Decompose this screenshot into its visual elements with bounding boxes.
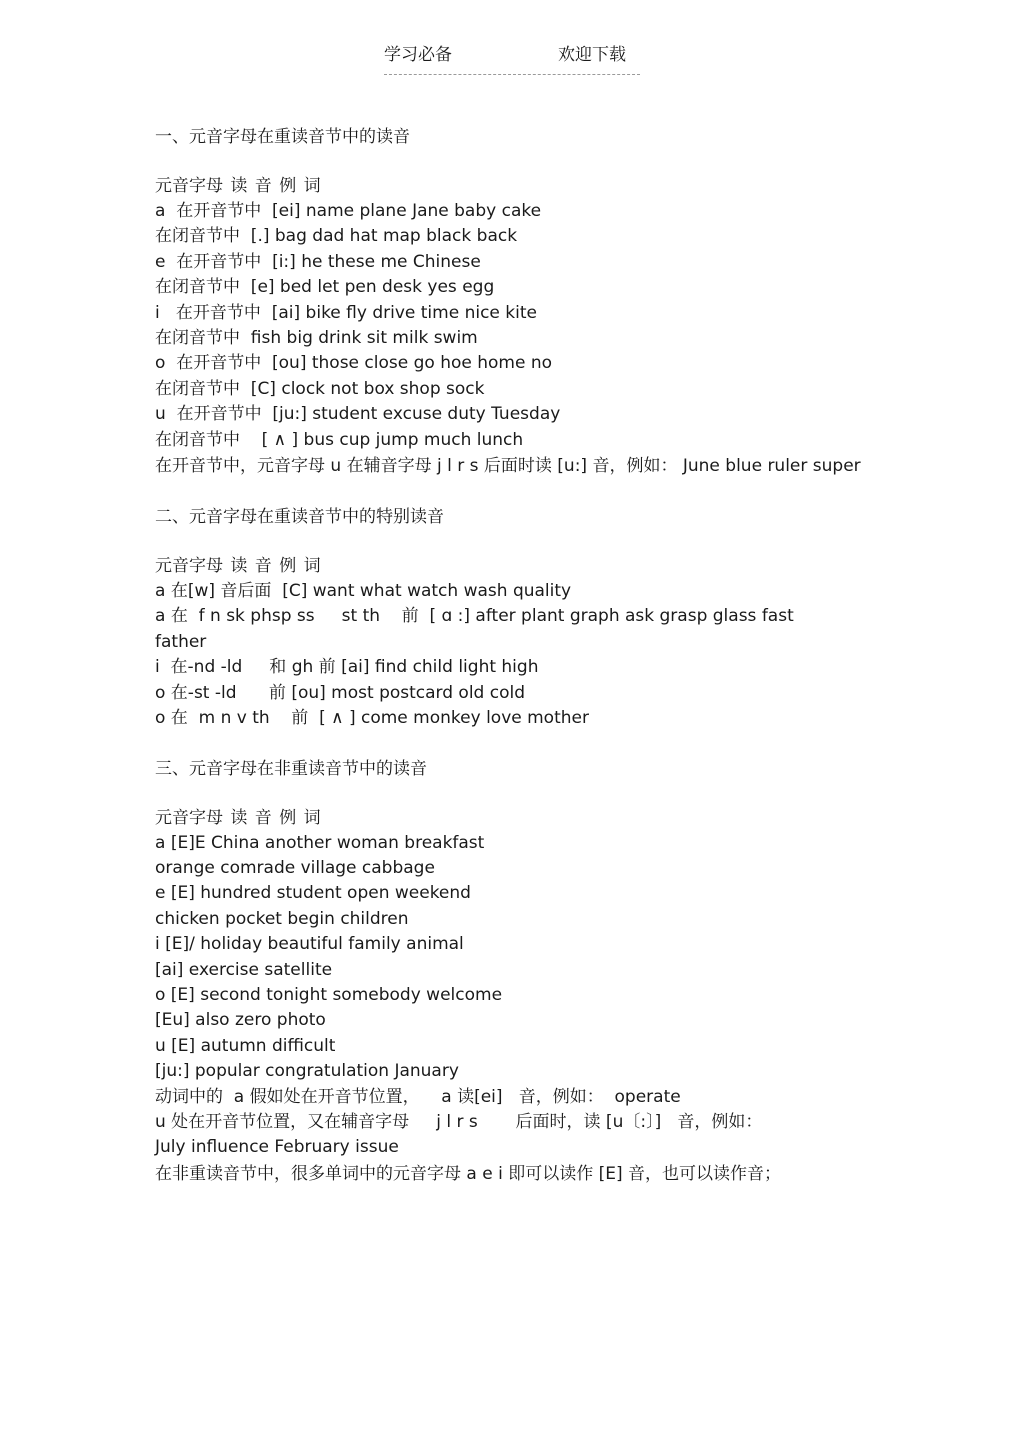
section-title: 二、元音字母在重读音节中的特别读音: [155, 507, 444, 528]
column-header: 元音字母 读 音 例 词: [155, 556, 321, 577]
document-body: [155, 124, 875, 1212]
rule-line: i [E]/ holiday beautiful family animal: [155, 934, 464, 955]
rule-line: [ai] exercise satellite: [155, 959, 333, 980]
section-title: 一、元音字母在重读音节中的读音: [155, 127, 410, 147]
rule-line: 在闭音节中 [e] bed let pen desk yes egg: [155, 277, 495, 298]
section-special-stressed-vowels: [155, 504, 875, 731]
rule-line: u 在开音节中 [ju:] student excuse duty Tuesday: [155, 404, 561, 425]
rule-line: 在闭音节中 [.] bag dad hat map black back: [155, 226, 518, 247]
rule-note: 在开音节中，元音字母 u 在辅音字母 j l r s 后面时读 [u:] 音，例如： June blue ruler super: [155, 456, 861, 477]
rule-line: i 在开音节中 [ai] bike fly drive time nice kite: [155, 302, 537, 323]
rule-line: u [E] autumn difficult: [155, 1035, 336, 1056]
rule-line: 动词中的 a 假如处在开音节位置， a 读[ei] 音，例如： operate: [155, 1086, 681, 1107]
rule-line: 在闭音节中 [C] clock not box shop sock: [155, 378, 485, 399]
rule-line: 在闭音节中 fish big drink sit milk swim: [155, 328, 478, 349]
rule-line: chicken pocket begin children: [155, 908, 409, 929]
rule-line: e [E] hundred student open weekend: [155, 883, 471, 904]
rule-line: i 在-nd -ld 和 gh 前 [ai] find child light high: [155, 657, 539, 678]
rule-line: a 在[w] 音后面 [C] want what watch wash quality: [155, 581, 572, 602]
rule-line: [ju:] popular congratulation January: [155, 1061, 459, 1082]
rule-line: e 在开音节中 [i:] he these me Chinese: [155, 251, 481, 272]
rule-line: a [E]E China another woman breakfast: [155, 832, 485, 853]
column-header: 元音字母 读 音 例 词: [155, 807, 321, 828]
rule-line: orange comrade village cabbage: [155, 857, 435, 878]
rule-line: o 在-st -ld 前 [ou] most postcard old cold: [155, 682, 526, 703]
page-header: [384, 44, 640, 75]
section-unstressed-vowels: [155, 756, 875, 1188]
rule-line: [Eu] also zero photo: [155, 1010, 326, 1031]
rule-line: a 在 f n sk phsp ss st th 前 [ ɑ :] after plant graph ask grasp glass fast: [155, 606, 794, 627]
section-stressed-vowels: [155, 124, 875, 480]
rule-line: July influence February issue: [155, 1137, 399, 1158]
rule-line: 在闭音节中 [ ∧ ] bus cup jump much lunch: [155, 429, 524, 450]
header-left-text: 学习必备: [384, 45, 452, 65]
column-header: 元音字母 读 音 例 词: [155, 176, 321, 196]
rule-line: o 在 m n v th 前 [ ∧ ] come monkey love mother: [155, 708, 589, 729]
rule-line: o 在开音节中 [ou] those close go hoe home no: [155, 353, 553, 374]
rule-line: father: [155, 631, 207, 652]
rule-line: u 处在开音节位置，又在辅音字母 j l r s 后面时，读 [u〔:〕] 音，例如：: [155, 1111, 763, 1132]
rule-note: 在非重读音节中，很多单词中的元音字母 a e i 即可以读作 [E] 音，也可以读作音；: [155, 1163, 782, 1184]
section-title: 三、元音字母在非重读音节中的读音: [155, 758, 427, 779]
header-right-text: 欢迎下载: [558, 45, 626, 65]
rule-line: a 在开音节中 [ei] name plane Jane baby cake: [155, 201, 542, 221]
rule-line: o [E] second tonight somebody welcome: [155, 984, 503, 1005]
